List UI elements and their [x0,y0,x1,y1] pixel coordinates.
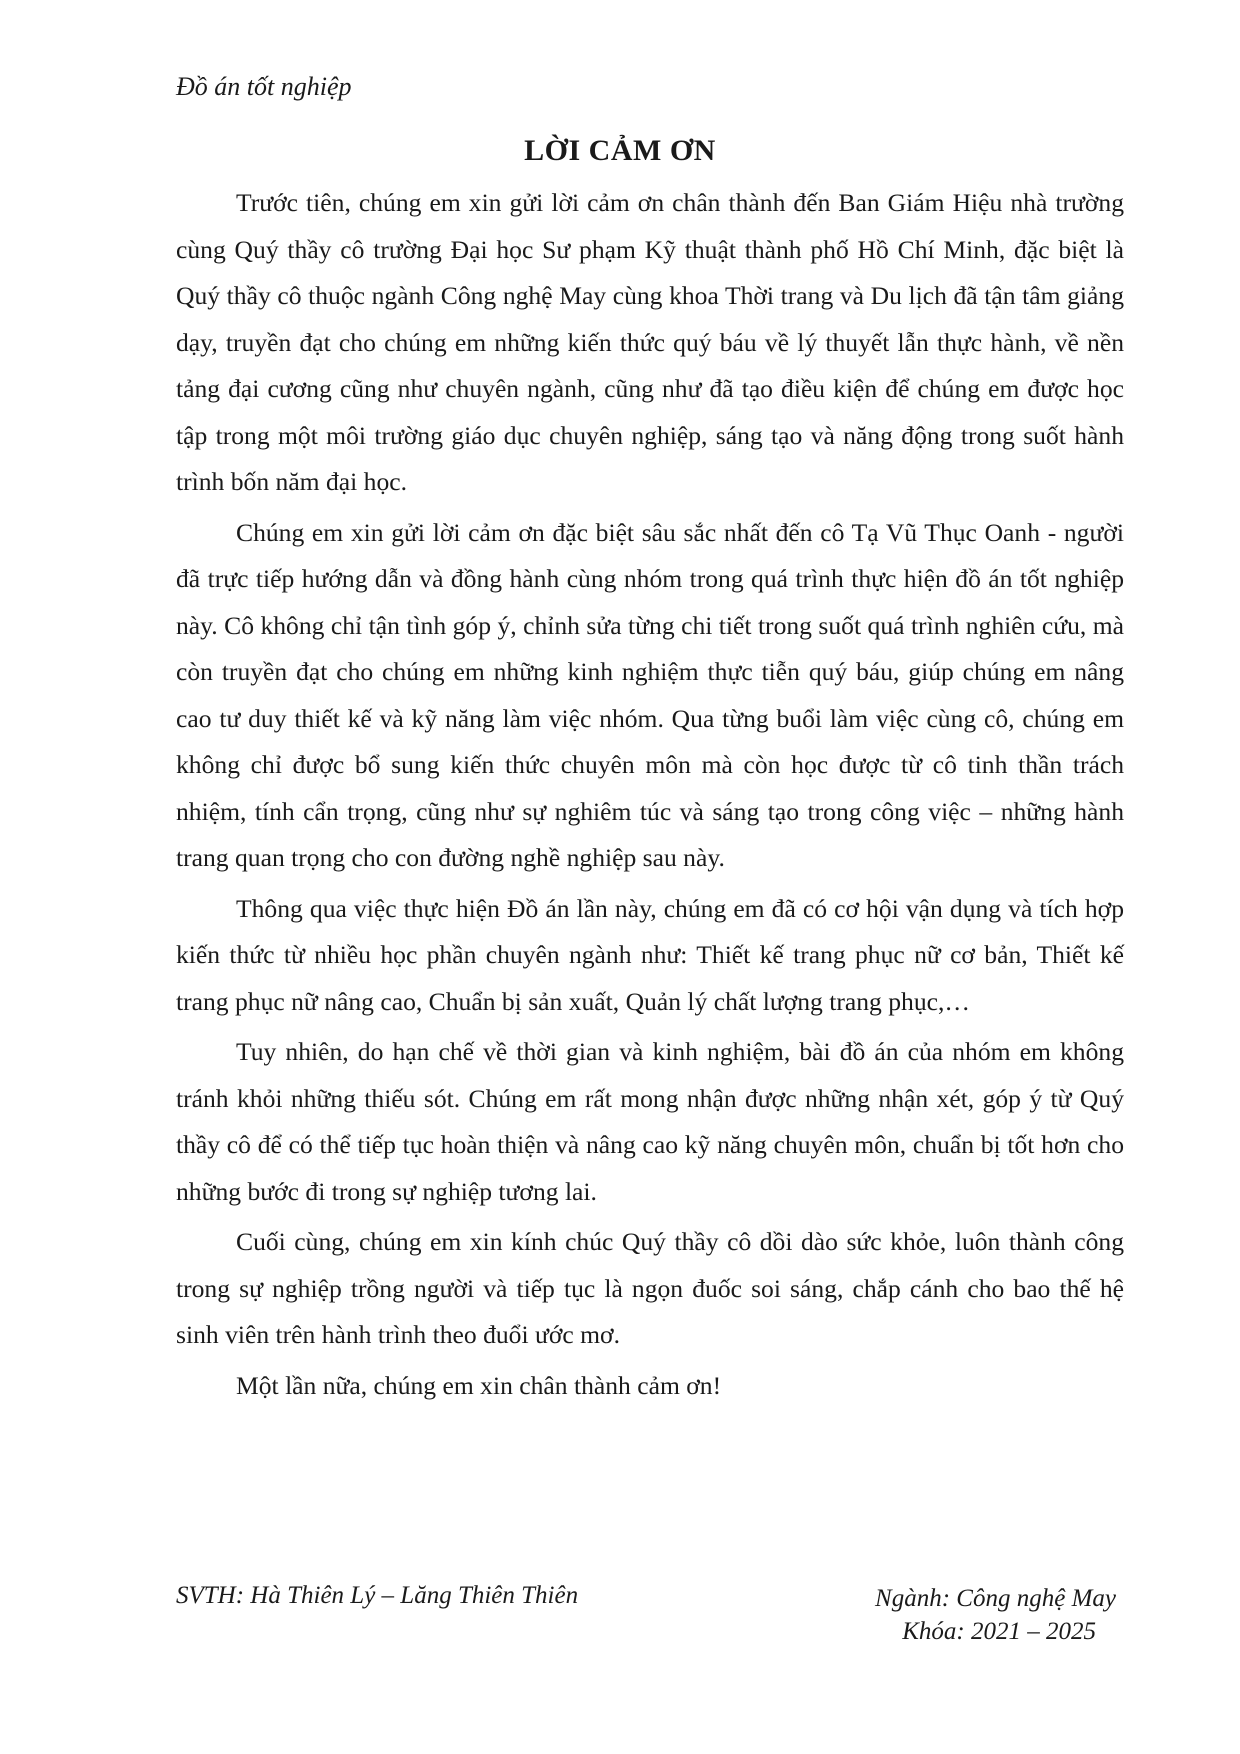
page-title: LỜI CẢM ƠN [524,134,716,167]
paragraph-wishes: Cuối cùng, chúng em xin kính chúc Quý thầy cô dồi dào sức khỏe, luôn thành công trong sự nghiệp trồng người và tiếp tục là ngọn đuốc soi sáng, chắp cánh cho bao thế hệ sinh viên trên hành trình theo đuổi ước mơ. [176,1227,1124,1349]
paragraph-limitations: Tuy nhiên, do hạn chế về thời gian và kinh nghiệm, bài đồ án của nhóm em không tránh khỏi những thiếu sót. Chúng em rất mong nhận được những nhận xét, góp ý từ Quý thầy cô để có thể tiếp tục hoàn thiện và nâng cao kỹ năng chuyên môn, chuẩn bị tốt hơn cho những bước đi trong sự nghiệp tương lai. [176,1037,1124,1206]
paragraph-closing: Một lần nữa, chúng em xin chân thành cảm ơn! [236,1370,722,1400]
footer-students: SVTH: Hà Thiên Lý – Lăng Thiên Thiên [176,1582,579,1609]
footer-info [875,1582,1116,1648]
footer-major: Ngành: Công nghệ May [875,1585,1116,1612]
paragraph-advisor: Chúng em xin gửi lời cảm ơn đặc biệt sâu sắc nhất đến cô Tạ Vũ Thục Oanh - người đã trực tiếp hướng dẫn và đồng hành cùng nhóm trong quá trình thực hiện đồ án tốt nghiệp này. Cô không chỉ tận tình góp ý, chỉnh sửa từng chi tiết trong suốt quá trình nghiên cứu, mà còn truyền đạt cho chúng em những kinh nghiệm thực tiễn quý báu, giúp chúng em nâng cao tư duy thiết kế và kỹ năng làm việc nhóm. Qua từng buổi làm việc cùng cô, chúng em không chỉ được bổ sung kiến thức chuyên môn mà còn học được từ cô tinh thần trách nhiệm, tính cẩn trọng, cũng như sự nghiêm túc và sáng tạo trong công việc – những hành trang quan trọng cho con đường nghề nghiệp sau này. [176,517,1124,872]
document-body [176,180,1124,1409]
footer-course: Khóa: 2021 – 2025 [902,1618,1096,1645]
paragraph-intro: Trước tiên, chúng em xin gửi lời cảm ơn chân thành đến Ban Giám Hiệu nhà trường cùng Quý thầy cô trường Đại học Sư phạm Kỹ thuật thành phố Hồ Chí Minh, đặc biệt là Quý thầy cô thuộc ngành Công nghệ May cùng khoa Thời trang và Du lịch đã tận tâm giảng dạy, truyền đạt cho chúng em những kiến thức quý báu về lý thuyết lẫn thực hành, về nền tảng đại cương cũng như chuyên ngành, cũng như đã tạo điều kiện để chúng em được học tập trong một môi trường giáo dục chuyên nghiệp, sáng tạo và năng động trong suốt hành trình bốn năm đại học. [176,188,1124,496]
page-header: Đồ án tốt nghiệp [176,72,352,101]
paragraph-knowledge: Thông qua việc thực hiện Đồ án lần này, chúng em đã có cơ hội vận dụng và tích hợp kiến thức từ nhiều học phần chuyên ngành như: Thiết kế trang phục nữ cơ bản, Thiết kế trang phục nữ nâng cao, Chuẩn bị sản xuất, Quản lý chất lượng trang phục,… [176,893,1124,1016]
